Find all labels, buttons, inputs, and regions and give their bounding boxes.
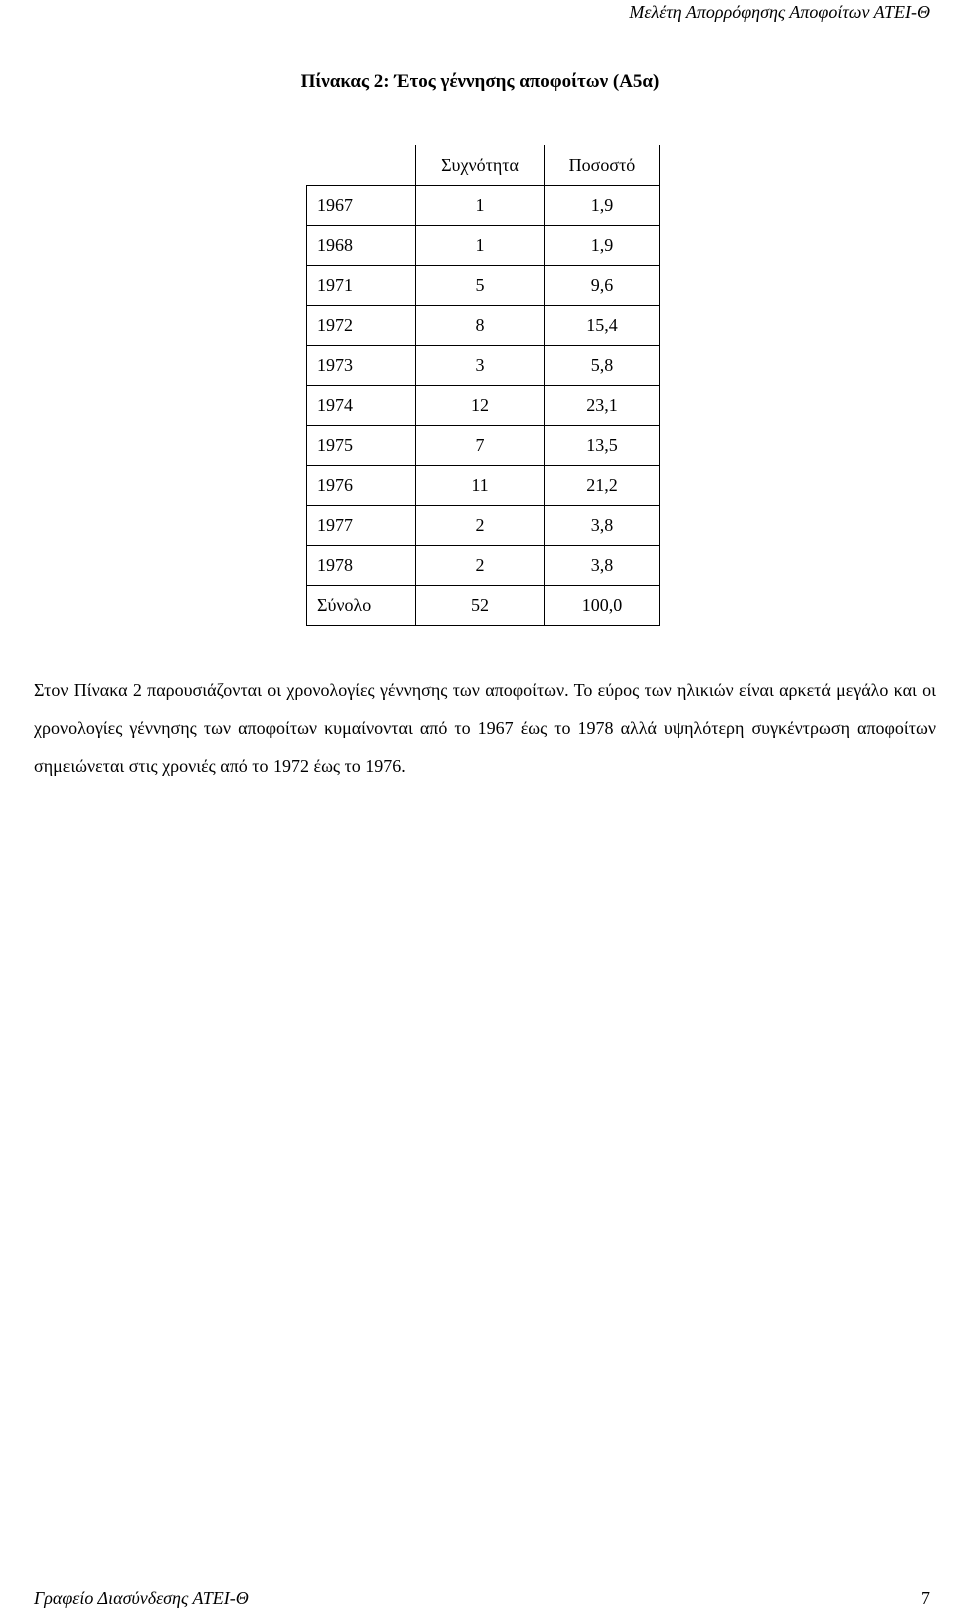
- row-frequency: 7: [416, 426, 545, 466]
- row-label: 1971: [307, 266, 416, 306]
- body-paragraph: Στον Πίνακα 2 παρουσιάζονται οι χρονολογίες γέννησης των αποφοίτων. Το εύρος των ηλικιών είναι αρκετά μεγάλο και οι χρονολογίες γέννησης των αποφοίτων κυμαίνονται από το 1967 έως το 1978 αλλά υψηλότερη συγκέντρωση αποφοίτων σημειώνεται στις χρονιές από το 1972 έως το 1976.: [34, 680, 936, 776]
- row-label: 1973: [307, 346, 416, 386]
- row-percent: 3,8: [545, 506, 660, 546]
- row-percent: 9,6: [545, 266, 660, 306]
- row-percent: 23,1: [545, 386, 660, 426]
- row-label: 1967: [307, 186, 416, 226]
- row-percent: 5,8: [545, 346, 660, 386]
- row-frequency: 2: [416, 506, 545, 546]
- table-row: [307, 466, 660, 506]
- row-percent: 1,9: [545, 186, 660, 226]
- running-header: Μελέτη Απορρόφησης Αποφοίτων ΑΤΕΙ-Θ: [629, 2, 930, 22]
- row-frequency: 5: [416, 266, 545, 306]
- footer-office: Γραφείο Διασύνδεσης ΑΤΕΙ-Θ: [34, 1588, 249, 1608]
- row-percent: 3,8: [545, 546, 660, 586]
- row-percent: 100,0: [545, 586, 660, 626]
- row-frequency: 52: [416, 586, 545, 626]
- table-row: [307, 546, 660, 586]
- row-label: 1974: [307, 386, 416, 426]
- row-frequency: 11: [416, 466, 545, 506]
- table-row: [307, 306, 660, 346]
- row-frequency: 8: [416, 306, 545, 346]
- page-number: 7: [921, 1588, 930, 1608]
- row-label: 1968: [307, 226, 416, 266]
- table-row: [307, 266, 660, 306]
- row-label: 1972: [307, 306, 416, 346]
- table-row: [307, 386, 660, 426]
- birth-year-table: [306, 145, 660, 626]
- row-frequency: 12: [416, 386, 545, 426]
- row-label: Σύνολο: [307, 586, 416, 626]
- row-label: 1978: [307, 546, 416, 586]
- row-label: 1975: [307, 426, 416, 466]
- row-frequency: 2: [416, 546, 545, 586]
- row-percent: 15,4: [545, 306, 660, 346]
- table-total-row: [307, 586, 660, 626]
- column-header-percent: Ποσοστό: [545, 146, 660, 186]
- column-header-label: [307, 146, 416, 186]
- column-header-frequency: Συχνότητα: [416, 146, 545, 186]
- table-row: [307, 346, 660, 386]
- table-header-row: [307, 146, 660, 186]
- row-frequency: 1: [416, 186, 545, 226]
- row-frequency: 3: [416, 346, 545, 386]
- table-row: [307, 506, 660, 546]
- table-row: [307, 186, 660, 226]
- table-title: Πίνακας 2: Έτος γέννησης αποφοίτων (Α5α): [300, 71, 660, 92]
- row-percent: 13,5: [545, 426, 660, 466]
- row-percent: 1,9: [545, 226, 660, 266]
- row-frequency: 1: [416, 226, 545, 266]
- row-label: 1977: [307, 506, 416, 546]
- table-row: [307, 426, 660, 466]
- row-percent: 21,2: [545, 466, 660, 506]
- row-label: 1976: [307, 466, 416, 506]
- table-row: [307, 226, 660, 266]
